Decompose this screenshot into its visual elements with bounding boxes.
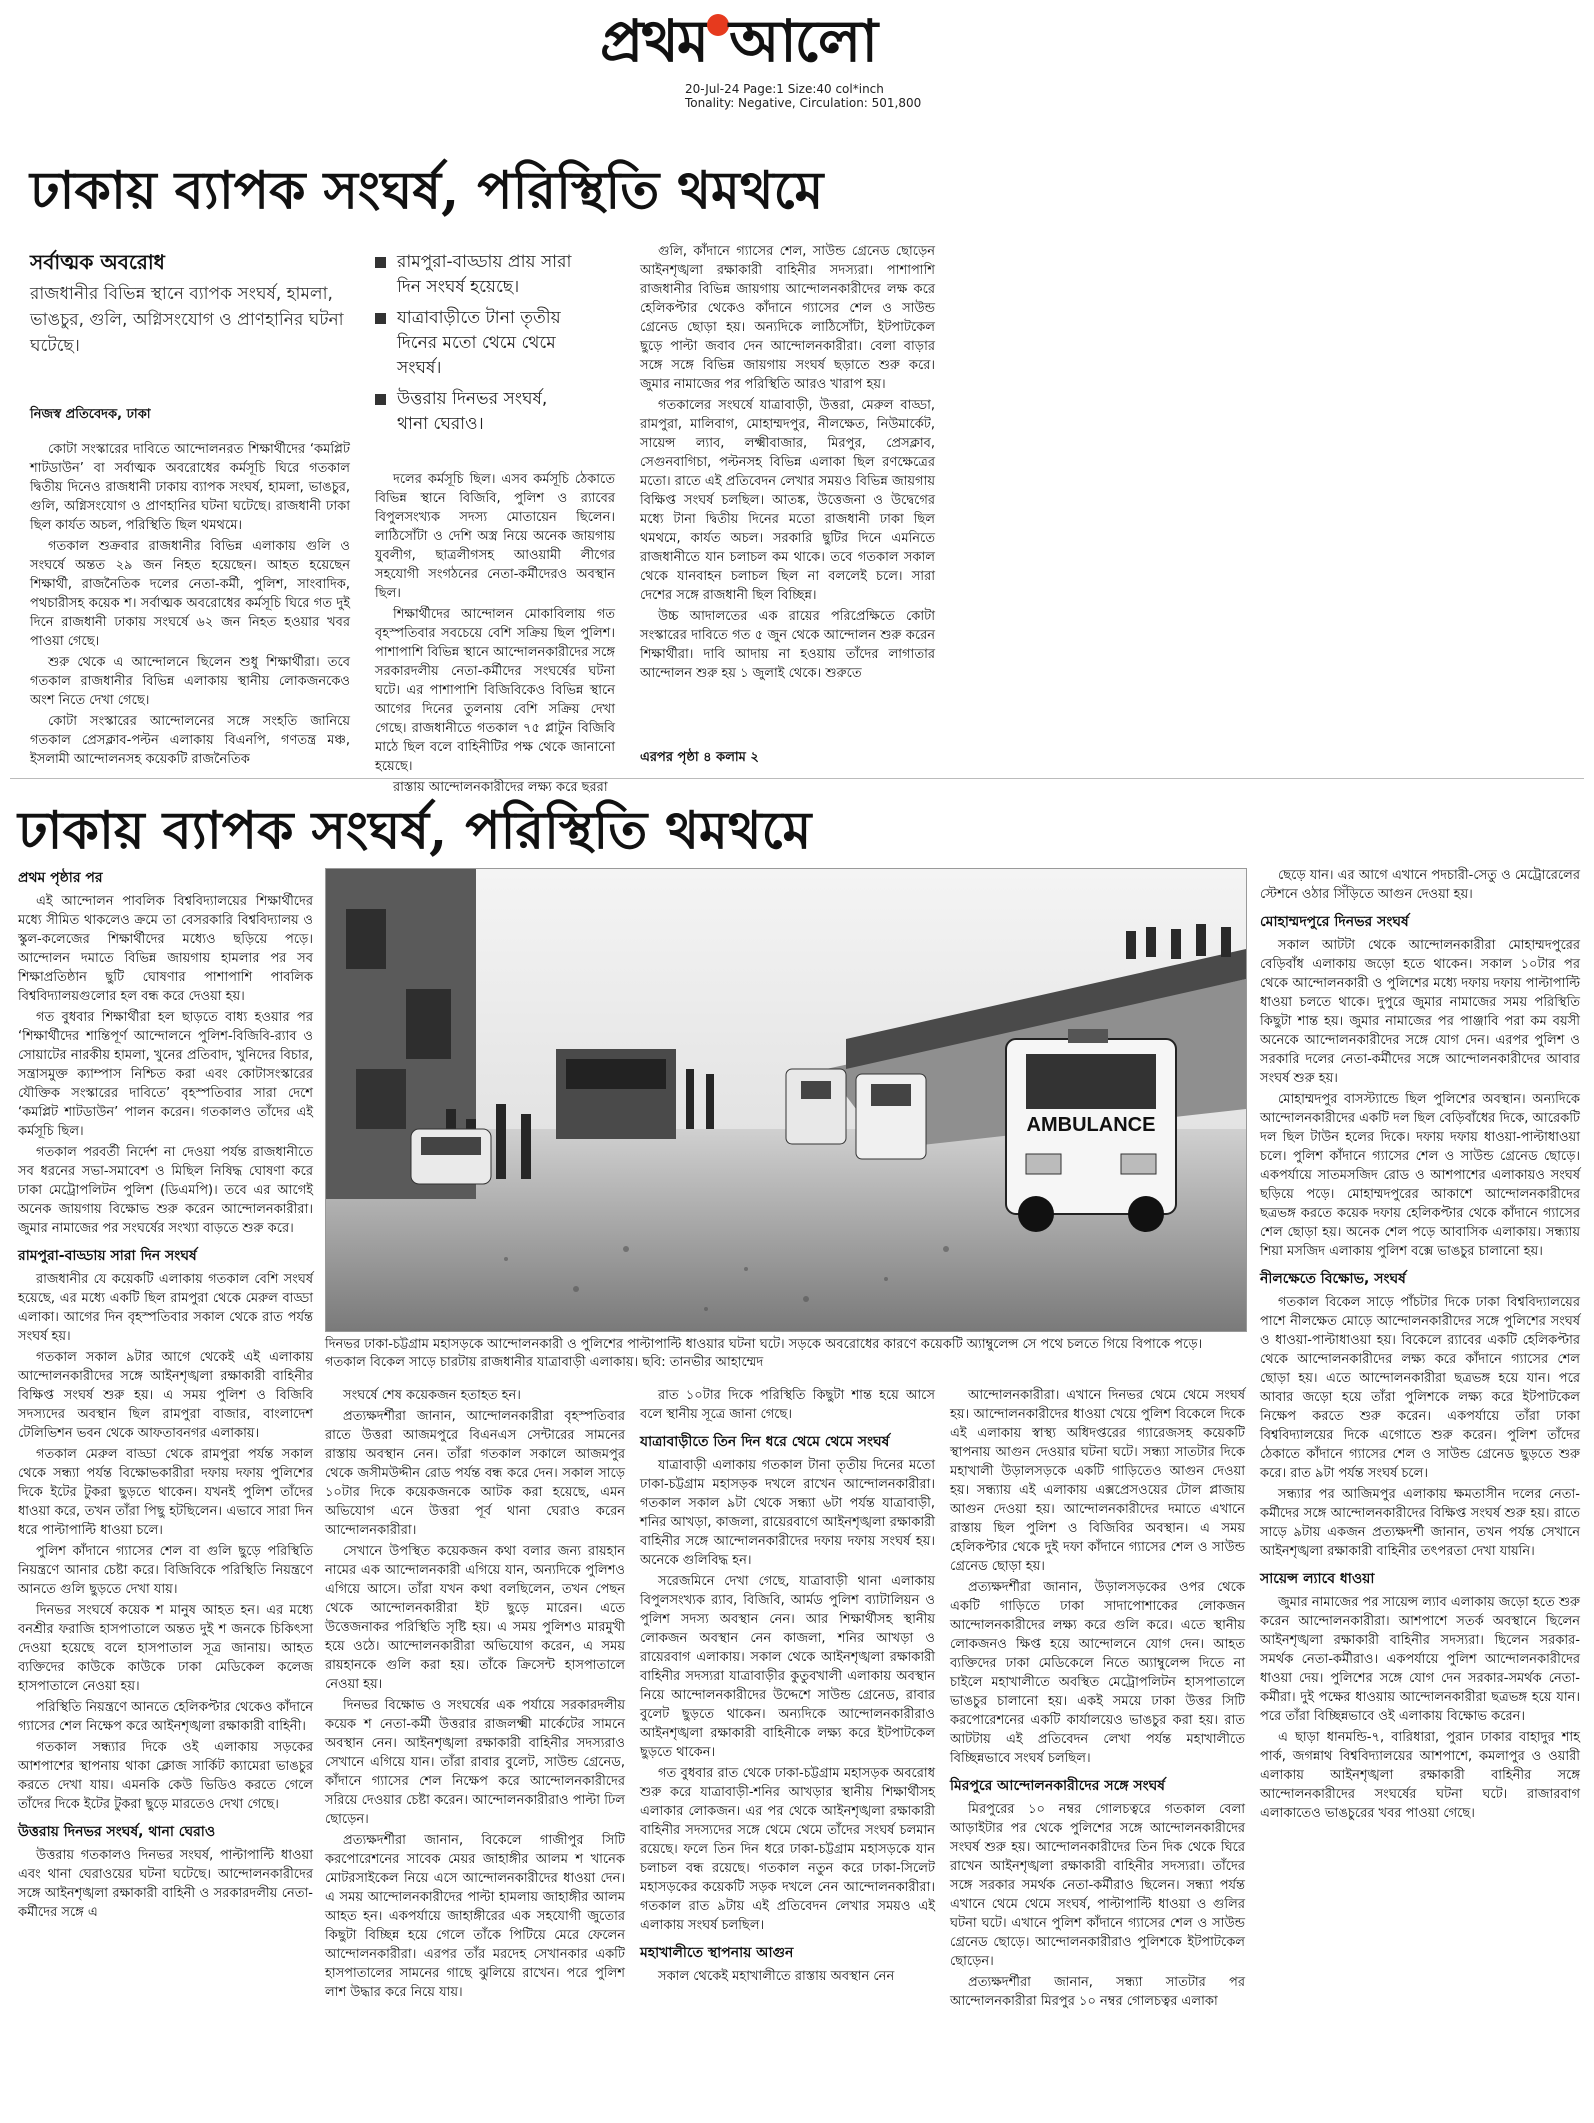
article-paragraph: এই আন্দোলন পাবলিক বিশ্ববিদ্যালয়ের শিক্ষার্থীদের মধ্যে সীমিত থাকলেও ক্রমে তা বেসরকারি বিশ্ববিদ্যালয় ও স্কুল-কলেজের শিক্ষার্থীদের মধ্যেও ছড়িয়ে পড়ে। আন্দোলন দমাতে বিভিন্ন জায়গায় হামলার পর সব শিক্ষাপ্রতিষ্ঠান ছুটি ঘোষণার পাশাপাশি পাবলিক বিশ্ববিদ্যালয়গুলোর হল বন্ধ করে দেওয়া হয়।: [18, 894, 313, 1004]
article-paragraph: গত বুধবার শিক্ষার্থীরা হল ছাড়তে বাধ্য হওয়ার পর ‘শিক্ষার্থীদের শান্তিপূর্ণ আন্দোলনে পুলিশ-বিজিবি-র‍্যাব ও সোয়াটের নারকীয় হামলা, খুনের প্রতিবাদ, খুনিদের বিচার, সন্ত্রাসমুক্ত ক্যাম্পাস নিশ্চিত করা এবং কোটাসংস্কারের যৌক্তিক সংস্কারের দাবিতে’ বৃহস্পতিবার সারা দেশে ‘কমপ্লিট শাটডাউন’ পালন করেন। গতকালও তাঁদের এই কর্মসূচি ছিল।: [18, 1010, 313, 1139]
front-col-2: [375, 470, 615, 795]
section-subheading: যাত্রাবাড়ীতে তিন দিন ধরে থেমে থেমে সংঘর্ষ: [640, 1434, 890, 1450]
front-col1-p1: কোটা সংস্কারের দাবিতে আন্দোলনরত শিক্ষার্থীদের ‘কমপ্লিট শাটডাউন’ বা সর্বাত্মক অবরোধের কর্মসূচি ঘিরে গতকাল দ্বিতীয় দিনেও রাজধানী ঢাকায় ব্যাপক সংঘর্ষ, হামলা, ভাঙচুর, গুলি, অগ্নিসংযোগ ও প্রাণহানির ঘটনা ঘটেছে। রাজধানী ঢাকা ছিল কার্যত অচল, পরিস্থিতি ছিল থমথমে।: [30, 442, 350, 533]
article-paragraph: এ ছাড়া ধানমন্ডি-৭, বারিধারা, পুরান ঢাকার বাহাদুর শাহ পার্ক, জগন্নাথ বিশ্ববিদ্যালয়ের আশপাশে, কমলাপুর ও ওয়ারী এলাকায় আইনশৃঙ্খলা রক্ষাকারী বাহিনীর সঙ্গে আন্দোলনকারীদের সংঘর্ষের ঘটনা ঘটে। রাজারবাগ এলাকাতেও ভাঙচুরের খবর পাওয়া গেছে।: [1260, 1730, 1580, 1821]
front-col1-p4: কোটা সংস্কারের আন্দোলনের সঙ্গে সংহতি জানিয়ে গতকাল প্রেসক্লাব-পল্টন এলাকায় বিএনপি, গণতন্ত্র মঞ্চ, ইসলামী আন্দোলনসহ কয়েকটি রাজনৈতিক: [30, 714, 350, 767]
article-paragraph: সংঘর্ষে শেষ কয়েকজন হতাহত হন।: [343, 1388, 521, 1403]
sun-logo-icon: [707, 14, 729, 36]
masthead: [600, 8, 1020, 88]
front-col1-p3: শুরু থেকে এ আন্দোলনে ছিলেন শুধু শিক্ষার্থীরা। তবে গতকাল রাজধানীর বিভিন্ন এলাকায় স্থানীয় লোকজনকেও অংশ নিতে দেখা গেছে।: [30, 655, 350, 708]
article-paragraph: দিনভর বিক্ষোভ ও সংঘর্ষের এক পর্যায়ে সরকারদলীয় কয়েক শ নেতা-কর্মী উত্তরার রাজলক্ষ্মী মার্কেটের সামনে অবস্থান নেন। আইনশৃঙ্খলা রক্ষাকারী বাহিনীর সদস্যরাও সেখানে এগিয়ে যান। তাঁরা রাবার বুলেট, সাউন্ড গ্রেনেড, কাঁদানে গ্যাসের শেল নিক্ষেপ করে আন্দোলনকারীদের সরিয়ে দেওয়ার চেষ্টা করেন। আন্দোলনকারীরাও পাল্টা ঢিল ছোড়েন।: [325, 1698, 625, 1827]
article-paragraph: রাত ১০টার দিকে পরিস্থিতি কিছুটা শান্ত হয়ে আসে বলে স্থানীয় সূত্রে জানা গেছে।: [640, 1388, 935, 1422]
photo-caption: দিনভর ঢাকা-চট্টগ্রাম মহাসড়কে আন্দোলনকারী ও পুলিশের পাল্টাপাল্টি ধাওয়ার ঘটনা ঘটে। সড়কে অবরোধের কারণে কয়েকটি অ্যাম্বুলেন্স সে পথে চলতে গিয়ে বিপাকে পড়ে। গতকাল বিকেল সাড়ে চারটায় রাজধানীর যাত্রাবাড়ী এলাকায়। ছবি: তানভীর আহাম্মেদ: [325, 1337, 1203, 1370]
front-bullet-1: রামপুরা-বাড্ডায় প্রায় সারা দিন সংঘর্ষ হয়েছে।: [375, 250, 575, 300]
inside-col-4: [950, 1386, 1245, 2116]
article-paragraph: মোহাম্মদপুর বাসস্ট্যান্ডে ছিল পুলিশের অবস্থান। অন্যদিকে আন্দোলনকারীদের একটি দল ছিল বেড়িবাঁধের দিকে, আরেকটি দল ছিল টাউন হলের দিকে। দফায় দফায় ধাওয়া-পাল্টাধাওয়া চলে। পুলিশ কাঁদানে গ্যাসের শেল ও সাউন্ড গ্রেনেড ছোড়ে। একপর্যায়ে সাতমসজিদ রোড ও আশপাশের এলাকায়ও সংঘর্ষ ছড়িয়ে পড়ে। মোহাম্মদপুরের আকাশে আন্দোলনকারীদের ছত্রভঙ্গ করতে কয়েক দফায় হেলিকপ্টার থেকে কাঁদানে গ্যাসের শেল ছোড়া হয়। অনেক শেল পড়ে আবাসিক এলাকায়। সন্ধ্যায় শিয়া মসজিদ এলাকায় পুলিশ বক্সে ভাঙচুর চালানো হয়।: [1260, 1092, 1580, 1259]
article-paragraph: দিনভর সংঘর্ষে কয়েক শ মানুষ আহত হন। এর মধ্যে বনশ্রীর ফরাজি হাসপাতালে অন্তত দুই শ জনকে চিকিৎসা দেওয়া হয়েছে বলে হাসপাতাল সূত্র জানায়। আহত ব্যক্তিদের কাউকে কাউকে ঢাকা মেডিকেল কলেজ হাসপাতালে নেওয়া হয়।: [18, 1603, 313, 1694]
front-intro: [30, 248, 350, 388]
article-paragraph: সরেজমিনে দেখা গেছে, যাত্রাবাড়ী থানা এলাকায় বিপুলসংখ্যক র‍্যাব, বিজিবি, আর্মড পুলিশ ব্যাটালিয়ন ও পুলিশ সদস্য অবস্থান নেন। আর শিক্ষার্থীসহ স্থানীয় লোকজন অবস্থান নেন কাজলা, শনির আখড়া ও রায়েরবাগ এলাকায়। সকাল থেকে আইনশৃঙ্খলা রক্ষাকারী বাহিনীর সদস্যরা যাত্রাবাড়ীর কুতুবখালী এলাকায় অবস্থান নিয়ে আন্দোলনকারীদের উদ্দেশে সাউন্ড গ্রেনেড, রাবার বুলেট ছুড়তে থাকেন। অন্যদিকে আন্দোলনকারীরাও আইনশৃঙ্খলা রক্ষাকারী বাহিনীকে লক্ষ্য করে ইটপাটকেল ছুড়তে থাকেন।: [640, 1574, 935, 1760]
front-col3-p1: গুলি, কাঁদানে গ্যাসের শেল, সাউন্ড গ্রেনেড ছোড়েন আইনশৃঙ্খলা রক্ষাকারী বাহিনীর সদস্যরা। পাশাপাশি রাজধানীর বিভিন্ন জায়গায় আন্দোলনকারীদের লক্ষ করে হেলিকপ্টার থেকেও কাঁদানে গ্যাসের শেল ও সাউন্ড গ্রেনেড ছোড়া হয়। অন্যদিকে লাঠিসোঁটা, ইটপাটকেল ছুড়ে পাল্টা জবাব দেন আন্দোলনকারীরা। বেলা বাড়ার সঙ্গে সঙ্গে বিভিন্ন জায়গায় সংঘর্ষ ছড়াতে শুরু করে। জুমার নামাজের পর পরিস্থিতি আরও খারাপ হয়।: [640, 244, 935, 392]
front-bullet-2: যাত্রাবাড়ীতে টানা তৃতীয় দিনের মতো থেমে থেমে সংঘর্ষ।: [375, 306, 575, 381]
article-paragraph: সেখানে উপস্থিত কয়েকজন কথা বলার জন্য রায়হান নামের এক আন্দোলনকারী এগিয়ে যান, অন্যদিকে পুলিশও এগিয়ে আসে। তাঁরা যখন কথা বলছিলেন, তখন পেছন থেকে আন্দোলনকারীরা ইট ছুড়ে মারেন। এতে উত্তেজনাকর পরিস্থিতি সৃষ্টি হয়। এ সময় পুলিশও মারমুখী হয়ে ওঠে। আন্দোলনকারীরা অভিযোগ করেন, এ সময় রায়হানকে গুলি করা হয়। তাঁকে ক্রিসেন্ট হাসপাতালে নেওয়া হয়।: [325, 1544, 625, 1692]
clipping-meta: [685, 82, 921, 110]
inside-headline: ঢাকায় ব্যাপক সংঘর্ষ, পরিস্থিতি থমথমে: [18, 800, 812, 861]
article-paragraph: সকাল থেকেই মহাখালীতে রাস্তায় অবস্থান নেন: [658, 1969, 895, 1984]
front-col-1: [30, 440, 350, 770]
front-bullet-3: উত্তরায় দিনভর সংঘর্ষ, থানা ঘেরাও।: [375, 387, 575, 437]
article-paragraph: পরিস্থিতি নিয়ন্ত্রণে আনতে হেলিকপ্টার থেকেও কাঁদানে গ্যাসের শেল নিক্ষেপ করে আইনশৃঙ্খলা রক্ষাকারী বাহিনী।: [18, 1700, 313, 1734]
article-paragraph: পুলিশ কাঁদানে গ্যাসের শেল বা গুলি ছুড়ে পরিস্থিতি নিয়ন্ত্রণে আনার চেষ্টা করে। বিজিবিকে পরিস্থিতি নিয়ন্ত্রণে আনতে গুলি ছুড়তে দেখা যায়।: [18, 1544, 313, 1597]
section-subheading: সায়েন্স ল্যাবে ধাওয়া: [1260, 1571, 1375, 1587]
masthead-name-right: আলো: [729, 7, 877, 75]
article-paragraph: প্রত্যক্ষদর্শীরা জানান, বিকেলে গাজীপুর সিটি করপোরেশনের সাবেক মেয়র জাহাঙ্গীর আলম শ খানেক মোটরসাইকেল নিয়ে এসে আন্দোলনকারীদের ধাওয়া দেন। এ সময় আন্দোলনকারীদের পাল্টা হামলায় জাহাঙ্গীর আলম আহত হন। একপর্যায়ে জাহাঙ্গীরের এক সহযোগী জুতোর কিছুটা বিচ্ছিন্ন হয়ে গেলে তাঁকে পিটিয়ে মেরে ফেলেন আন্দোলনকারীরা। এরপর তাঁর মরদেহ সেখানকার একটি হাসপাতালের সামনের গাছে ঝুলিয়ে রাখেন। পরে পুলিশ লাশ উদ্ধার করে নিয়ে যায়।: [325, 1833, 625, 2000]
clipping-meta-line2: Tonality: Negative, Circulation: 501,800: [685, 96, 922, 110]
front-col2-p3: রাস্তায় আন্দোলনকারীদের লক্ষ্য করে ছররা: [393, 780, 608, 795]
article-paragraph: প্রত্যক্ষদর্শীরা জানান, আন্দোলনকারীরা বৃহস্পতিবার রাতে উত্তরা আজমপুরে বিএনএস সেন্টারের সামনের রাস্তায় অবস্থান নেন। তাঁরা গতকাল সকালে আজমপুর থেকে জসীমউদ্দীন রোড পর্যন্ত বন্ধ করে দেন। সকাল সাড়ে ১০টার দিকে কয়েকজনকে আটক করা হয়েছে, এমন অভিযোগ এনে উত্তরা পূর্ব থানা ঘেরাও করেন আন্দোলনকারীরা।: [325, 1409, 625, 1538]
front-bullets: [375, 250, 575, 450]
front-col3-p2: গতকালের সংঘর্ষে যাত্রাবাড়ী, উত্তরা, মেরুল বাড্ডা, রামপুরা, মালিবাগ, মোহাম্মদপুর, নীলক্ষেত, নিউমার্কেট, সায়েন্স ল্যাব, লক্ষ্মীবাজার, মিরপুর, প্রেসক্লাব, সেগুনবাগিচা, পল্টনসহ বিভিন্ন এলাকা ছিল রণক্ষেত্রের মতো। রাতে এই প্রতিবেদন লেখার সময়ও বিভিন্ন জায়গায় বিক্ষিপ্ত সংঘর্ষ চলছিল। আতঙ্ক, উত্তেজনা ও উদ্বেগের মধ্যে টানা দ্বিতীয় দিনের মতো রাজধানী ঢাকা ছিল থমথমে, কার্যত অচল। সরকারি ছুটির দিনে এমনিতে রাজধানীতে যান চলাচল কম থাকে। তবে গতকাল সকাল থেকে যানবাহন চলাচল ছিল না বললেই চলে। সারা দেশের সঙ্গে রাজধানী ছিল বিচ্ছিন্ন।: [640, 398, 935, 603]
article-paragraph: গত বুধবার রাত থেকে ঢাকা-চট্টগ্রাম মহাসড়ক অবরোধ শুরু করে যাত্রাবাড়ী-শনির আখড়ার স্থানীয় শিক্ষার্থীসহ এলাকার লোকজন। এর পর থেকে আইনশৃঙ্খলা রক্ষাকারী বাহিনীর সদস্যদের সঙ্গে থেমে থেমে তাঁদের সংঘর্ষ চলমান রয়েছে। ফলে তিন দিন ধরে ঢাকা-চট্টগ্রাম মহাসড়কে যান চলাচল বন্ধ রয়েছে। গতকাল নতুন করে ঢাকা-সিলেট মহাসড়কের কয়েকটি সড়ক দখলে নেন আন্দোলনকারীরা। গতকাল রাত ৯টায় এই প্রতিবেদন লেখার সময়ও এই এলাকায় সংঘর্ষ চলছিল।: [640, 1766, 935, 1933]
article-paragraph: জুমার নামাজের পর সায়েন্স ল্যাব এলাকায় জড়ো হতে শুরু করেন আন্দোলনকারীরা। আশপাশে সতর্ক অবস্থানে ছিলেন আইনশৃঙ্খলা রক্ষাকারী বাহিনীর সদস্যরা। ছিলেন সরকার-সমর্থক নেতা-কর্মীরাও। একপর্যায়ে পুলিশ আন্দোলনকারীদের ধাওয়া দেয়। পুলিশের সঙ্গে যোগ দেন সরকার-সমর্থক নেতা-কর্মীরা। দুই পক্ষের ধাওয়ায় আন্দোলনকারীরা ছত্রভঙ্গ হয়ে যান। পরে তাঁরা বিচ্ছিন্নভাবে ওই এলাকায় বিক্ষোভ করেন।: [1260, 1595, 1581, 1724]
section-subheading: নীলক্ষেতে বিক্ষোভ, সংঘর্ষ: [1260, 1271, 1406, 1287]
article-paragraph: প্রত্যক্ষদর্শীরা জানান, সন্ধ্যা সাতটার পর আন্দোলনকারীরা মিরপুর ১০ নম্বর গোলচত্বর এলাকা: [950, 1975, 1245, 2009]
section-divider: [10, 778, 1584, 779]
masthead-name-left: প্রথম: [600, 7, 708, 75]
ambulance-photo: [325, 868, 1247, 1332]
section-subheading: মোহাম্মদপুরে দিনভর সংঘর্ষ: [1260, 914, 1409, 930]
ambulance-text: AMBULANCE: [1026, 1114, 1156, 1136]
front-deck: রাজধানীর বিভিন্ন স্থানে ব্যাপক সংঘর্ষ, হামলা, ভাঙচুর, গুলি, অগ্নিসংযোগ ও প্রাণহানির ঘটনা ঘটেছে।: [30, 284, 344, 356]
inside-col-3: [640, 1386, 935, 2116]
article-paragraph: উত্তরায় গতকালও দিনভর সংঘর্ষ, পাল্টাপাল্টি ধাওয়া এবং থানা ঘেরাওয়ের ঘটনা ঘটেছে। আন্দোলনকারীদের সঙ্গে আইনশৃঙ্খলা রক্ষাকারী বাহিনী ও সরকারদলীয় নেতা-কর্মীদের সঙ্গে এ: [18, 1848, 313, 1920]
front-jump: এরপর পৃষ্ঠা ৪ কলাম ২: [640, 750, 759, 765]
article-paragraph: মিরপুরের ১০ নম্বর গোলচত্বরে গতকাল বেলা আড়াইটার পর থেকে পুলিশের সঙ্গে আন্দোলনকারীদের সংঘর্ষ শুরু হয়। আন্দোলনকারীদের তিন দিক থেকে ঘিরে রাখেন আইনশৃঙ্খলা রক্ষাকারী বাহিনীর সদস্যরা। তাঁদের সঙ্গে সরকার সমর্থক নেতা-কর্মীরাও ছিলেন। সন্ধ্যা পর্যন্ত এখানে থেমে থেমে সংঘর্ষ, পাল্টাপাল্টি ধাওয়া ও গুলির ঘটনা ঘটে। এখানে পুলিশ কাঁদানে গ্যাসের শেল ও সাউন্ড গ্রেনেড ছোড়ে। আন্দোলনকারীরাও পুলিশকে ইটপাটকেল ছোড়েন।: [950, 1802, 1245, 1969]
inside-col-2: [325, 1386, 625, 2116]
front-headline: ঢাকায় ব্যাপক সংঘর্ষ, পরিস্থিতি থমথমে: [30, 160, 824, 221]
front-col-3: [640, 242, 935, 732]
inside-from-label: প্রথম পৃষ্ঠার পর: [18, 870, 103, 886]
article-paragraph: রাজধানীর যে কয়েকটি এলাকায় গতকাল বেশি সংঘর্ষ হয়েছে, এর মধ্যে একটি ছিল রামপুরা থেকে মেরুল বাড্ডা এলাকা। আগের দিন বৃহস্পতিবার সকাল থেকে রাত পর্যন্ত সংঘর্ষ হয়।: [18, 1272, 313, 1344]
article-paragraph: প্রত্যক্ষদর্শীরা জানান, উড়ালসড়কের ওপর থেকে একটি গাড়িতে ঢাকা সাদাপোশাকের লোকজন আন্দোলনকারীদের লক্ষ্য করে গুলি করে। এতে স্থানীয় লোকজনও ক্ষিপ্ত হয়ে আন্দোলনে যোগ দেন। আহত ব্যক্তিদের ঢাকা মেডিকেলে নিতে অ্যাম্বুলেন্স দিতে না চাইলে মহাখালীতে অবস্থিত মেট্রোপলিটন হাসপাতালে ভাঙচুর চালানো হয়। একই সময়ে ঢাকা উত্তর সিটি করপোরেশনের একটি কার্যালয়েও ভাঙচুর করা হয়। রাত আটটায় এই প্রতিবেদন লেখা পর্যন্ত মহাখালীতে বিচ্ছিন্নভাবে সংঘর্ষ চলছিল।: [950, 1580, 1245, 1766]
article-paragraph: গতকাল বিকেল সাড়ে পাঁচটার দিকে ঢাকা বিশ্ববিদ্যালয়ের পাশে নীলক্ষেত মোড়ে আন্দোলনকারীদের সঙ্গে পুলিশের সংঘর্ষ ও ধাওয়া-পাল্টাধাওয়া হয়। বিকেলে র‍্যাবের একটি হেলিকপ্টার থেকে আন্দোলনকারীদের লক্ষ্য করে কাঁদানে গ্যাসের শেল ছোড়া হয়। এতে আন্দোলনকারীরা ছত্রভঙ্গ হয়ে যান। পরে আবার জড়ো হয়ে তাঁরা পুলিশকে লক্ষ্য করে ইটপাটকেল নিক্ষেপ করতে শুরু করেন। একপর্যায়ে তাঁরা ঢাকা বিশ্ববিদ্যালয়ের দিকে এগোতে শুরু করেন। পুলিশ তাঁদের ঠেকাতে কাঁদানে গ্যাসের শেল ও সাউন্ড গ্রেনেড ছুড়তে শুরু করে। রাত ৯টা পর্যন্ত সংঘর্ষ চলে।: [1260, 1295, 1580, 1481]
front-col1-p2: গতকাল শুক্রবার রাজধানীর বিভিন্ন এলাকায় গুলি ও সংঘর্ষে অন্তত ২৯ জন নিহত হয়েছেন। আহত হয়েছেন শিক্ষার্থী, রাজনৈতিক দলের নেতা-কর্মী, পুলিশ, সাংবাদিক, পথচারীসহ কয়েক শ। সর্বাত্মক অবরোধের কর্মসূচি ঘিরে গত দুই দিনে রাজধানী ঢাকায় সংঘর্ষে ৬২ জন নিহত হওয়ার খবর পাওয়া গেছে।: [30, 539, 350, 649]
front-col2-p2: শিক্ষার্থীদের আন্দোলন মোকাবিলায় গত বৃহস্পতিবার সবচেয়ে বেশি সক্রিয় ছিল পুলিশ। পাশাপাশি বিভিন্ন স্থানে আন্দোলনকারীদের সঙ্গে সরকারদলীয় নেতা-কর্মীদের সংঘর্ষের ঘটনা ঘটে। এর পাশাপাশি বিজিবিকেও বিভিন্ন স্থানে আগের দিনের তুলনায় বেশি সক্রিয় দেখা গেছে। রাজধানীতে গতকাল ৭৫ প্লাটুন বিজিবি মাঠে ছিল বলে বাহিনীটির পক্ষ থেকে জানানো হয়েছে।: [375, 607, 615, 774]
clipping-meta-line1: 20-Jul-24 Page:1 Size:40 col*inch: [685, 82, 884, 96]
inside-left-column: [18, 866, 313, 2116]
front-byline: নিজস্ব প্রতিবেদক, ঢাকা: [30, 407, 151, 422]
front-col2-p1: দলের কর্মসূচি ছিল। এসব কর্মসূচি ঠেকাতে বিভিন্ন স্থানে বিজিবি, পুলিশ ও র‍্যাবের বিপুলসংখ্যক সদস্য মোতায়েন ছিলেন। লাঠিসোঁটা ও দেশি অস্ত্র নিয়ে অনেক জায়গায় যুবলীগ, ছাত্রলীগসহ আওয়ামী লীগের সহযোগী সংগঠনের নেতা-কর্মীদেরও অবস্থান ছিল।: [375, 472, 615, 601]
article-paragraph: গতকাল সন্ধ্যার দিকে ওই এলাকায় সড়কের আশপাশের স্থাপনায় থাকা ক্লোজ সার্কিট ক্যামেরা ভাঙচুর করতে দেখা যায়। এমনকি কেউ ভিডিও করতে গেলে তাঁদের দিকে ইটের টুকরা ছুড়ে মারতেও দেখা গেছে।: [18, 1740, 313, 1812]
article-paragraph: সকাল আটটা থেকে আন্দোলনকারীরা মোহাম্মদপুরের বেড়িবাঁধ এলাকায় জড়ো হতে থাকেন। সকাল ১০টার পর থেকে আন্দোলনকারী ও পুলিশের মধ্যে দফায় দফায় পাল্টাপাল্টি ধাওয়া চলতে থাকে। দুপুরে জুমার নামাজের সময় পরিস্থিতি কিছুটা শান্ত হয়। জুমার নামাজের পর পাঞ্জাবি পরা কম বয়সী অনেকে আন্দোলনকারীদের সঙ্গে যোগ দেন। এরপর পুলিশ ও সরকারি দলের নেতা-কর্মীদের সঙ্গে আন্দোলনকারীদের আবার সংঘর্ষ শুরু হয়।: [1260, 938, 1580, 1086]
article-paragraph: যাত্রাবাড়ী এলাকায় গতকাল টানা তৃতীয় দিনের মতো ঢাকা-চট্টগ্রাম মহাসড়ক দখলে রাখেন আন্দোলনকারীরা। গতকাল সকাল ৯টা থেকে সন্ধ্যা ৬টা পর্যন্ত যাত্রাবাড়ী, শনির আখড়া, কাজলা, রায়েরবাগে আইনশৃঙ্খলা রক্ষাকারী বাহিনীর সঙ্গে আন্দোলনকারীদের দফায় দফায় সংঘর্ষ হয়। অনেকে গুলিবিদ্ধ হন।: [640, 1458, 935, 1568]
article-paragraph: ছেড়ে যান। এর আগে এখানে পদচারী-সেতু ও মেট্রোরেলের স্টেশনে ওঠার সিঁড়িতে আগুন দেওয়া হয়।: [1260, 868, 1580, 902]
article-paragraph: গতকাল সকাল ৯টার আগে থেকেই এই এলাকায় আন্দোলনকারীদের সঙ্গে আইনশৃঙ্খলা রক্ষাকারী বাহিনীর বিক্ষিপ্ত সংঘর্ষ শুরু হয়। এ সময় পুলিশ ও বিজিবি সদস্যদের অবস্থান ছিল রামপুরা বাজার, বাংলাদেশ টেলিভিশন ভবন থেকে আফতাবনগর এলাকায়।: [18, 1350, 313, 1441]
section-subheading: মহাখালীতে স্থাপনায় আগুন: [640, 1945, 794, 1961]
section-subheading: মিরপুরে আন্দোলনকারীদের সঙ্গে সংঘর্ষ: [950, 1778, 1166, 1794]
inside-right-column: [1260, 866, 1580, 2116]
section-subheading: রামপুরা-বাড্ডায় সারা দিন সংঘর্ষ: [18, 1248, 197, 1264]
article-paragraph: গতকাল মেরুল বাড্ডা থেকে রামপুরা পর্যন্ত সকাল থেকে সন্ধ্যা পর্যন্ত বিক্ষোভকারীরা দফায় দফায় পুলিশের দিকে ইটের টুকরা ছুড়তে থাকেন। যখনই পুলিশ তাঁদের ধাওয়া করে, তখন তাঁরা পিছু হটছিলেন। এভাবে সারা দিন ধরে পাল্টাপাল্টি ধাওয়া চলে।: [18, 1447, 313, 1538]
front-kicker: সর্বাত্মক অবরোধ: [30, 250, 165, 274]
article-paragraph: সন্ধ্যার পর আজিমপুর এলাকায় ক্ষমতাসীন দলের নেতা-কর্মীদের সঙ্গে আন্দোলনকারীদের বিক্ষিপ্ত সংঘর্ষ শুরু হয়। রাতে সাড়ে ৯টায় একজন প্রত্যক্ষদর্শী জানান, তখন পর্যন্ত সেখানে আইনশৃঙ্খলা রক্ষাকারী বাহিনীর তৎপরতা দেখা যায়নি।: [1260, 1487, 1580, 1559]
front-col3-p3: উচ্চ আদালতের এক রায়ের পরিপ্রেক্ষিতে কোটা সংস্কারের দাবিতে গত ৫ জুন থেকে আন্দোলন শুরু করেন শিক্ষার্থীরা। দাবি আদায় না হওয়ায় তাঁদের লাগাতার আন্দোলন শুরু হয় ১ জুলাই থেকে। শুরুতে: [640, 609, 935, 681]
article-paragraph: গতকাল পরবর্তী নির্দেশ না দেওয়া পর্যন্ত রাজধানীতে সব ধরনের সভা-সমাবেশ ও মিছিল নিষিদ্ধ ঘোষণা করে ঢাকা মেট্রোপলিটন পুলিশ (ডিএমপি)। তবে এর আগেই অনেক জায়গায় বিক্ষোভ শুরু করেন আন্দোলনকারীরা। জুমার নামাজের পর সংঘর্ষের সংখ্যা বাড়তে শুরু করে।: [18, 1145, 313, 1236]
section-subheading: উত্তরায় দিনভর সংঘর্ষ, থানা ঘেরাও: [18, 1824, 216, 1840]
article-paragraph: আন্দোলনকারীরা। এখানে দিনভর থেমে থেমে সংঘর্ষ হয়। আন্দোলনকারীদের ধাওয়া খেয়ে পুলিশ বিকেলে দিকে এই এলাকায় স্বাস্থ্য অধিদপ্তরের গ্যারেজসহ কয়েকটি স্থাপনায় আগুন দেওয়ার ঘটনা ঘটে। সন্ধ্যা সাতটার দিকে মহাখালী উড়ালসড়কে একটি গাড়িতেও আগুন দেওয়া হয়। সন্ধ্যায় এই এলাকায় এক্সপ্রেসওয়ের টোল প্লাজায় আগুন দেওয়া হয়। আন্দোলনকারীদের দমাতে এখানে রাস্তায় ছিল পুলিশ ও বিজিবির অবস্থান। এ সময় হেলিকপ্টার থেকে দুই দফা কাঁদানে গ্যাসের শেল ও সাউন্ড গ্রেনেড ছোড়া হয়।: [950, 1388, 1245, 1574]
